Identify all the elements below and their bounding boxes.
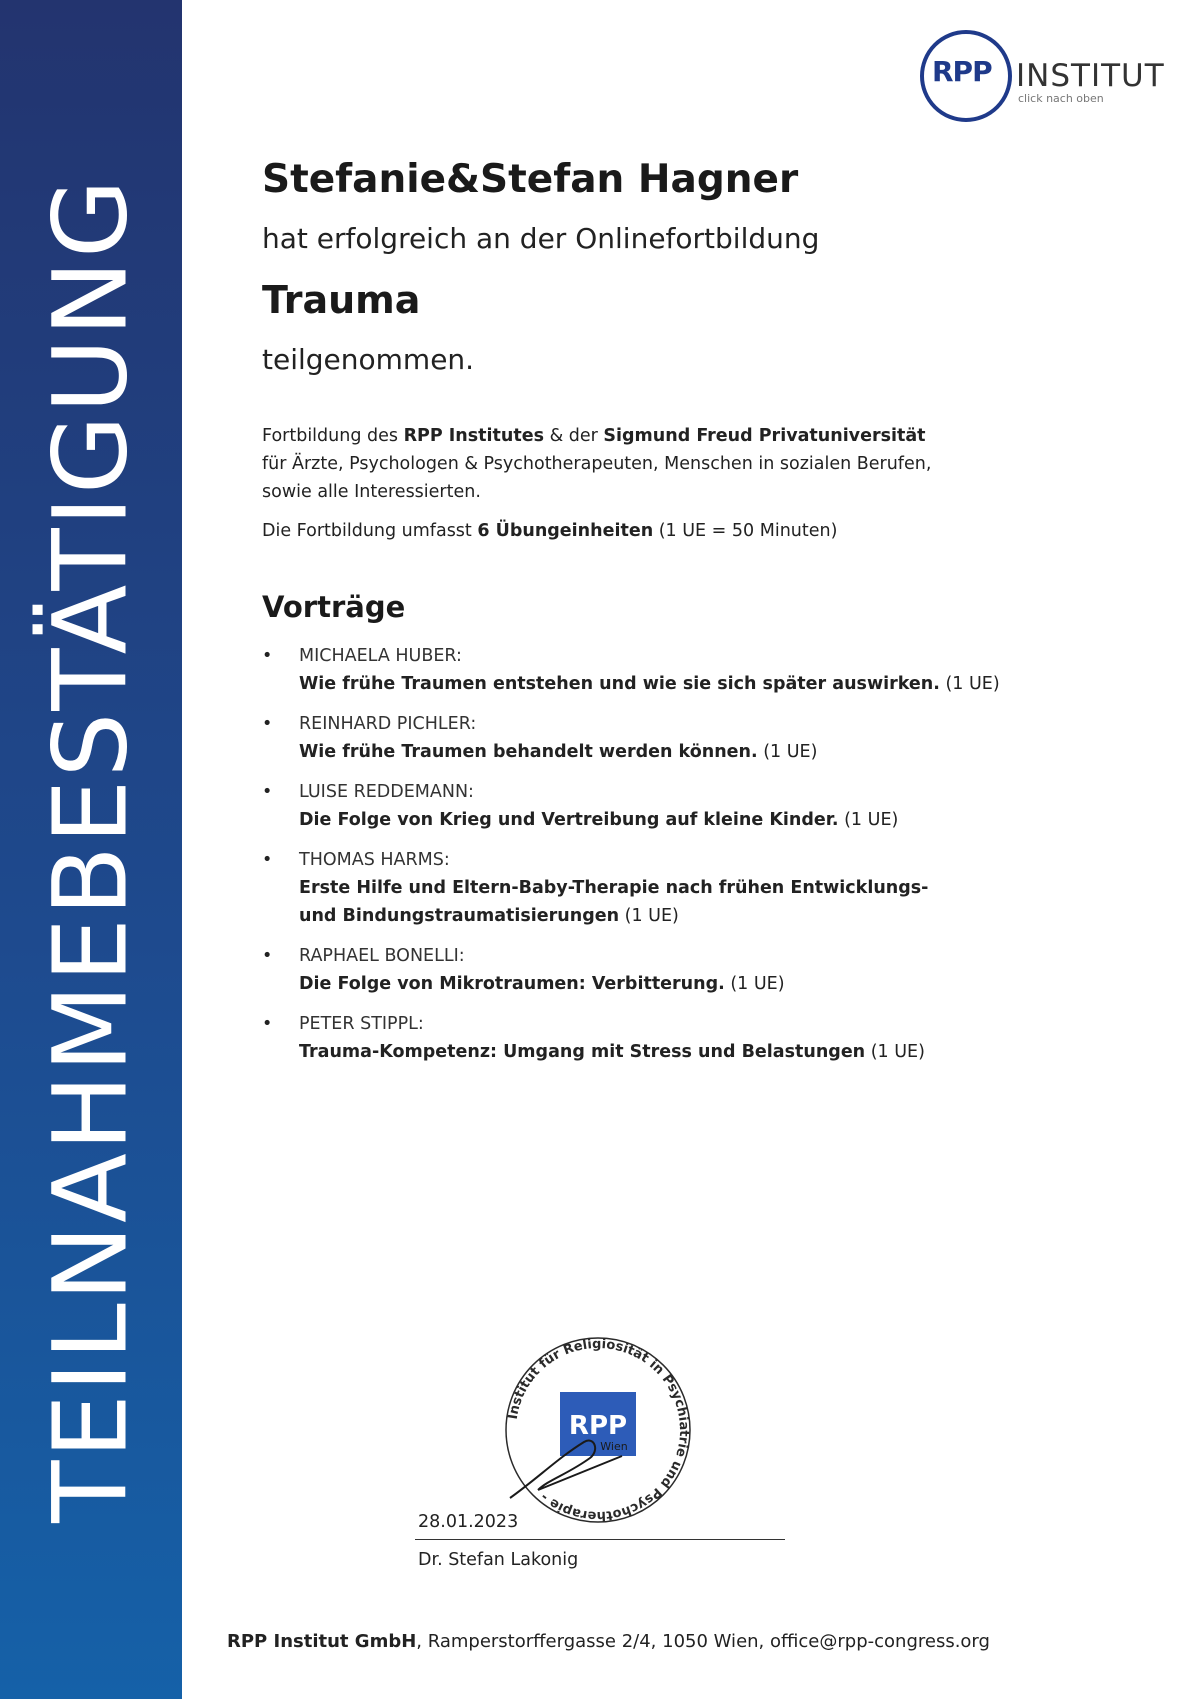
bullet-icon: • xyxy=(262,714,273,734)
talk-item xyxy=(262,942,1062,998)
stamp-mark: RPP xyxy=(568,1411,628,1441)
issue-date: 28.01.2023 xyxy=(418,1512,519,1532)
talk-title: Die Folge von Mikrotraumen: Verbitterung. xyxy=(299,974,725,994)
desc-middle: & der xyxy=(544,426,604,446)
talk-units: (1 UE) xyxy=(939,674,1000,694)
talk-units: (1 UE) xyxy=(724,974,785,994)
talk-speaker: THOMAS HARMS: xyxy=(299,850,450,870)
footer-contact: , Ramperstorffergasse 2/4, 1050 Wien, office@rpp-congress.org xyxy=(416,1631,990,1652)
bullet-icon: • xyxy=(262,850,273,870)
units-prefix: Die Fortbildung umfasst xyxy=(262,521,478,541)
outro-text: teilgenommen. xyxy=(262,343,475,376)
org-sfu: Sigmund Freud Privatuniversität xyxy=(603,426,926,446)
logo-mark: RPP xyxy=(932,55,992,88)
footer-company: RPP Institut GmbH xyxy=(227,1631,417,1652)
talk-speaker: LUISE REDDEMANN: xyxy=(299,782,474,802)
org-rpp: RPP Institutes xyxy=(403,426,545,446)
talk-title: Erste Hilfe und Eltern-Baby-Therapie nach frühen Entwicklungs- xyxy=(299,878,929,898)
talk-item xyxy=(262,778,1062,834)
talks-heading: Vorträge xyxy=(262,590,406,624)
stamp-city: Wien xyxy=(600,1440,628,1453)
footer-address xyxy=(227,1631,990,1652)
units-count: 6 Übungeinheiten xyxy=(477,521,654,541)
logo-name: INSTITUT xyxy=(1016,58,1165,94)
talk-units: (1 UE) xyxy=(838,810,899,830)
talk-speaker: RAPHAEL BONELLI: xyxy=(299,946,465,966)
talk-units: (1 UE) xyxy=(865,1042,925,1062)
bullet-icon: • xyxy=(262,646,273,666)
bullet-icon: • xyxy=(262,782,273,802)
signature-line xyxy=(415,1539,785,1540)
audience-line1: für Ärzte, Psychologen & Psychotherapeuten, Menschen in sozialen Berufen, xyxy=(262,454,932,474)
participant-name: Stefanie&Stefan Hagner xyxy=(262,157,799,202)
bullet-icon: • xyxy=(262,946,273,966)
institute-stamp xyxy=(498,1330,698,1530)
stamp-ring-textpath: Institut für Religiosität in Psychiatrie und Psychotherapie - xyxy=(505,1336,692,1524)
talk-item xyxy=(262,642,1062,698)
bullet-icon: • xyxy=(262,1014,273,1034)
sidebar-band xyxy=(0,0,182,1699)
course-title: Trauma xyxy=(262,278,421,322)
course-description xyxy=(262,422,1022,545)
audience-line2: sowie alle Interessierten. xyxy=(262,482,481,502)
rpp-logo xyxy=(920,28,1180,124)
talk-title: Wie frühe Traumen entstehen und wie sie sich später auswirken. xyxy=(299,674,940,694)
talk-title: Trauma-Kompetenz: Umgang mit Stress und Belastungen xyxy=(299,1042,866,1062)
certificate-title: TEILNAHMEBESTÄTIGUNG xyxy=(31,177,151,1523)
intro-text: hat erfolgreich an der Onlinefortbildung xyxy=(262,222,820,255)
talk-item xyxy=(262,710,1062,766)
talk-speaker: PETER STIPPL: xyxy=(299,1014,424,1034)
talk-units: (1 UE) xyxy=(619,906,679,926)
talk-title: Die Folge von Krieg und Vertreibung auf kleine Kinder. xyxy=(299,810,839,830)
talk-title: Wie frühe Traumen behandelt werden können. xyxy=(299,742,758,762)
talk-item xyxy=(262,1010,1062,1066)
talks-list xyxy=(262,642,1062,1078)
talk-units: (1 UE) xyxy=(757,742,818,762)
talk-item xyxy=(262,846,1062,930)
units-line xyxy=(262,517,1022,545)
talk-title-continued: und Bindungstraumatisierungen xyxy=(299,906,620,926)
signer-name: Dr. Stefan Lakonig xyxy=(418,1550,579,1570)
desc-prefix: Fortbildung des xyxy=(262,426,404,446)
units-suffix: (1 UE = 50 Minuten) xyxy=(653,521,838,541)
talk-speaker: MICHAELA HUBER: xyxy=(299,646,462,666)
description-line1 xyxy=(262,422,1022,450)
talk-speaker: REINHARD PICHLER: xyxy=(299,714,477,734)
logo-tagline: click nach oben xyxy=(1018,92,1104,105)
